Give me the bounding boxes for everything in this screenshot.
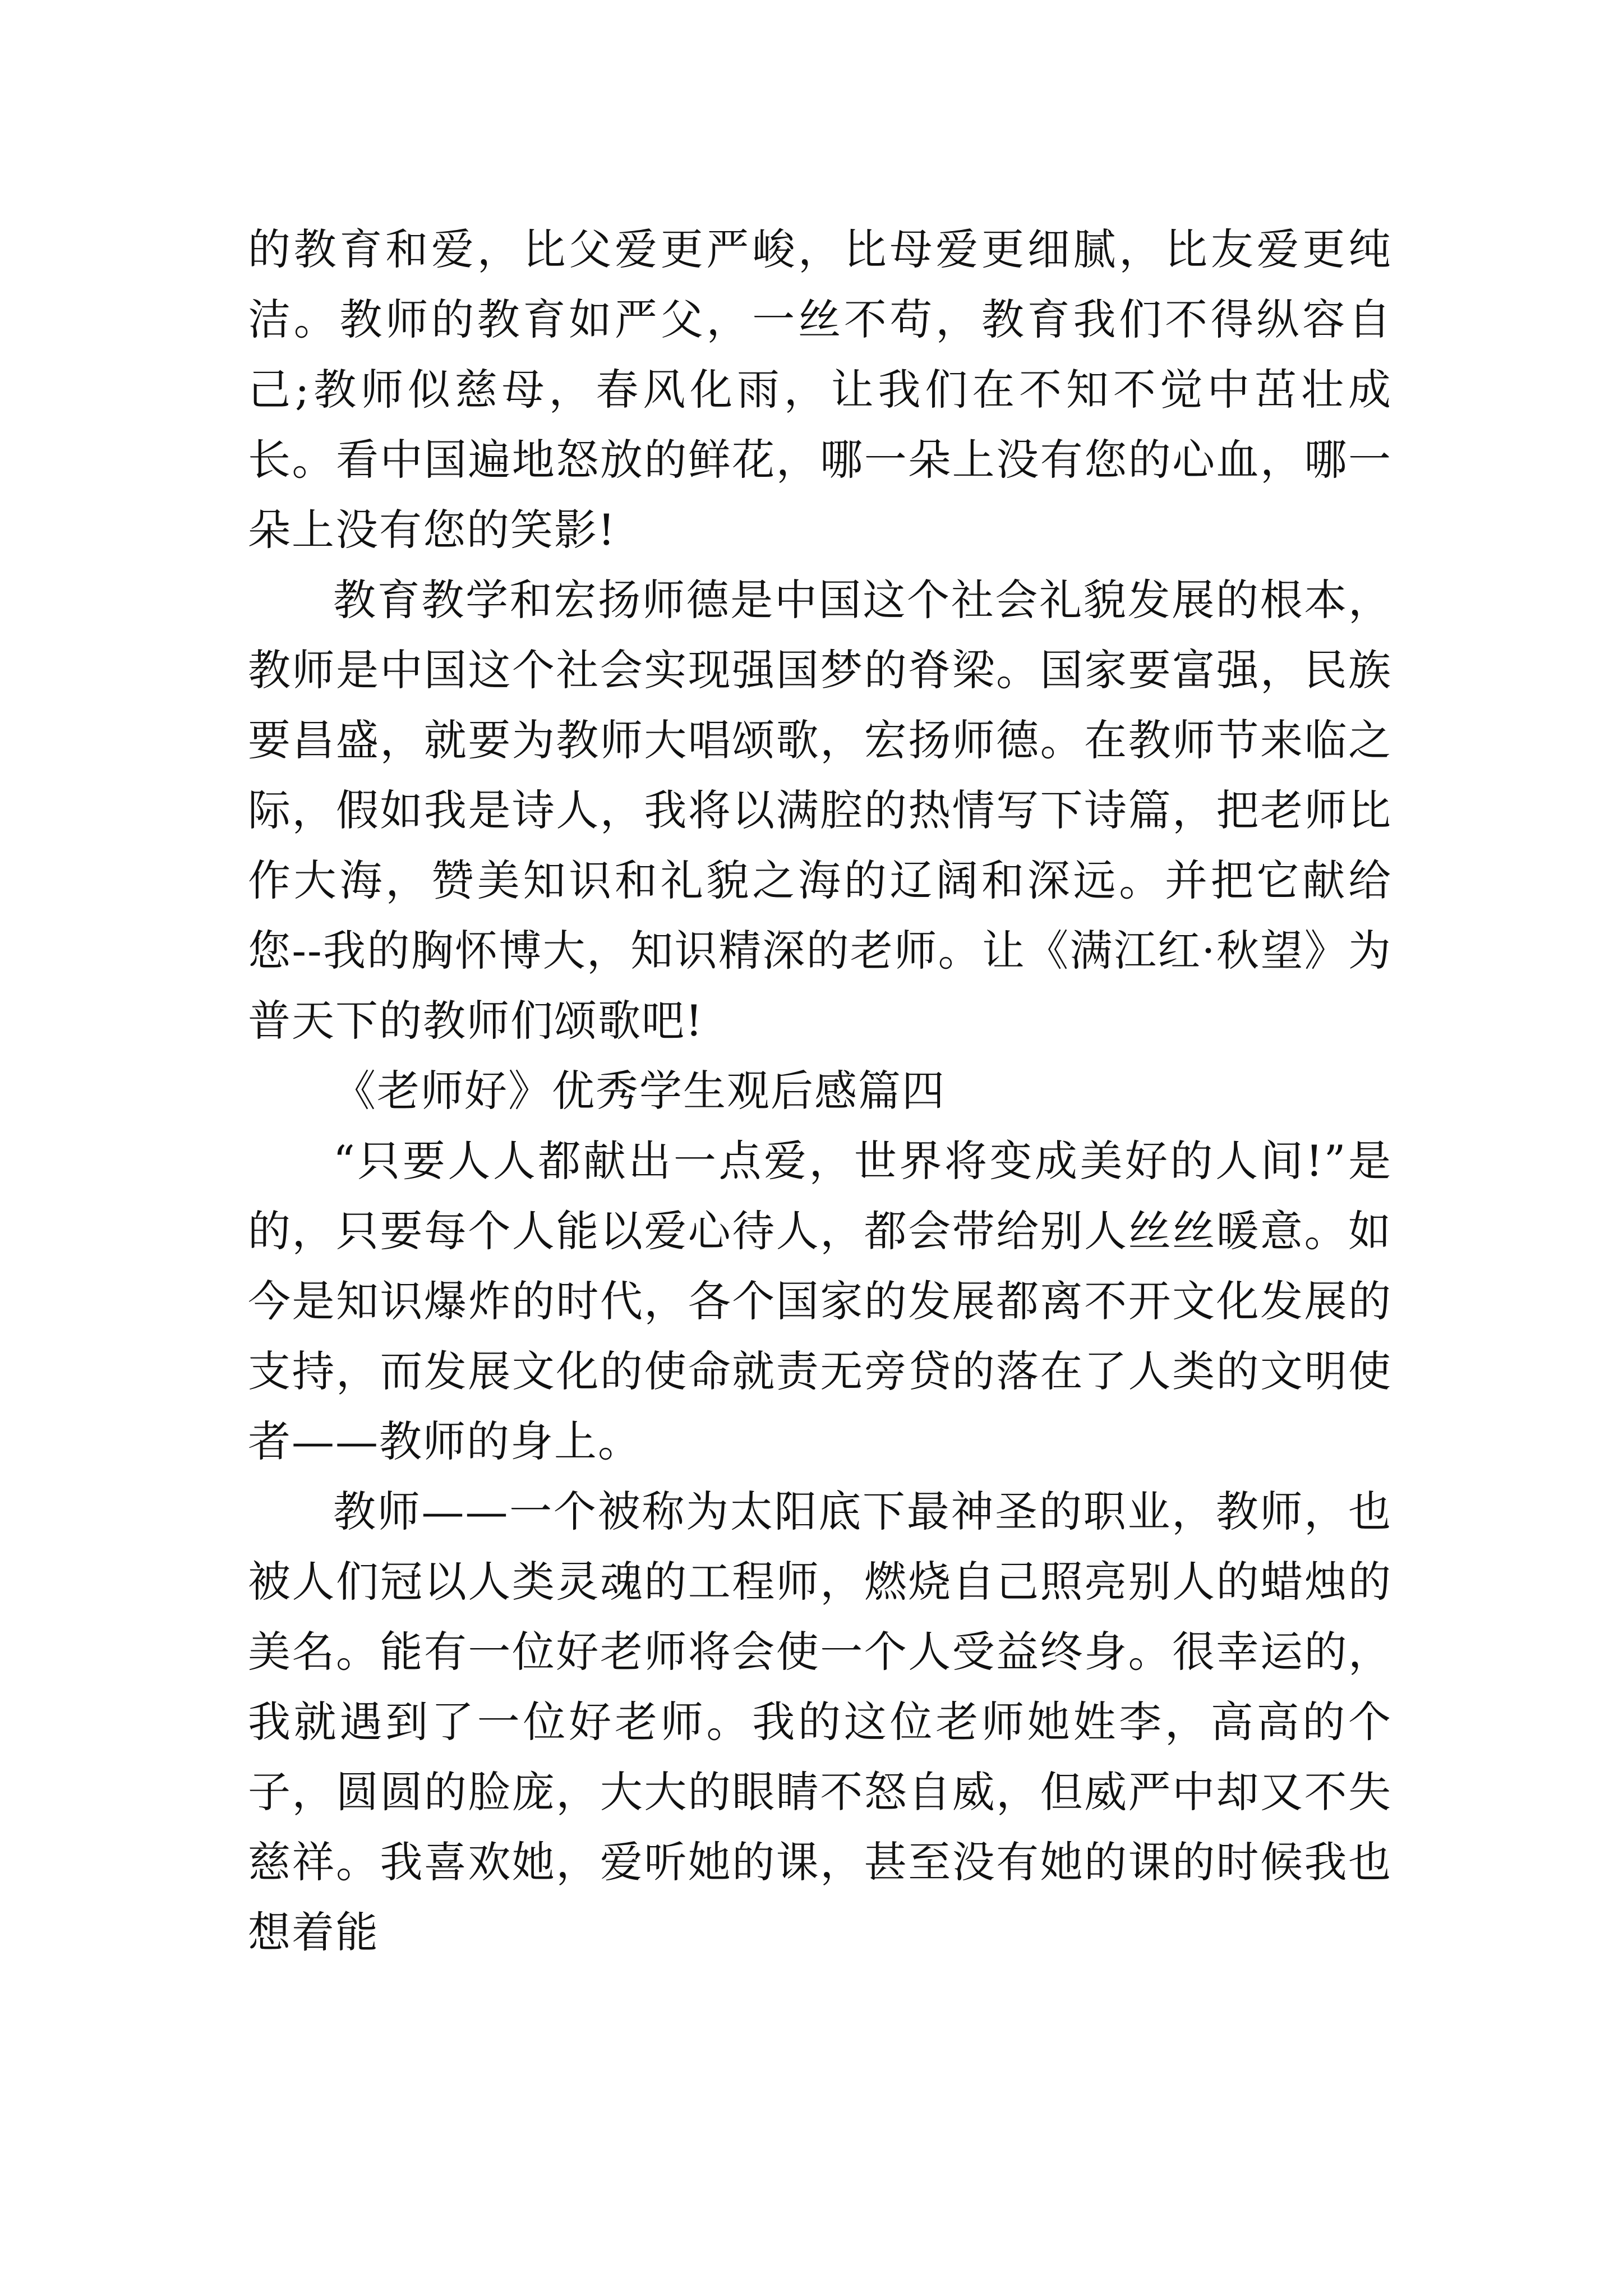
paragraph-3: “只要人人都献出一点爱，世界将变成美好的人间!”是的，只要每个人能以爱心待人，都会带给别人丝丝暖意。如今是知识爆炸的时代，各个国家的发展都离不开文化发展的支持，而发展文化的使命就责无旁贷的落在了人类的文明使者——教师的身上。: [248, 1136, 1392, 1466]
paragraph-1: 的教育和爱，比父爱更严峻，比母爱更细腻，比友爱更纯洁。教师的教育如严父，一丝不苟，教育我们不得纵容自己;教师似慈母，春风化雨，让我们在不知不觉中茁壮成长。看中国遍地怒放的鲜花，哪一朵上没有您的心血，哪一朵上没有您的笑影!: [248, 224, 1392, 555]
paragraph-2: 教育教学和宏扬师德是中国这个社会礼貌发展的根本，教师是中国这个社会实现强国梦的脊梁。国家要富强，民族要昌盛，就要为教师大唱颂歌，宏扬师德。在教师节来临之际，假如我是诗人，我将以满腔的热情写下诗篇，把老师比作大海，赞美知识和礼貌之海的辽阔和深远。并把它献给您--我的胸怀博大，知识精深的老师。让《满江红·秋望》为普天下的教师们颂歌吧!: [248, 575, 1392, 1046]
document-body: [248, 214, 1392, 1967]
section-heading: 《老师好》优秀学生观后感篇四: [333, 1066, 946, 1116]
paragraph-4: 教师——一个被称为太阳底下最神圣的职业，教师，也被人们冠以人类灵魂的工程师，燃烧自己照亮别人的蜡烛的美名。能有一位好老师将会使一个人受益终身。很幸运的，我就遇到了一位好老师。我的这位老师她姓李，高高的个子，圆圆的脸庞，大大的眼睛不怒自威，但威严中却又不失慈祥。我喜欢她，爱听她的课，甚至没有她的课的时候我也想着能: [248, 1487, 1392, 1957]
